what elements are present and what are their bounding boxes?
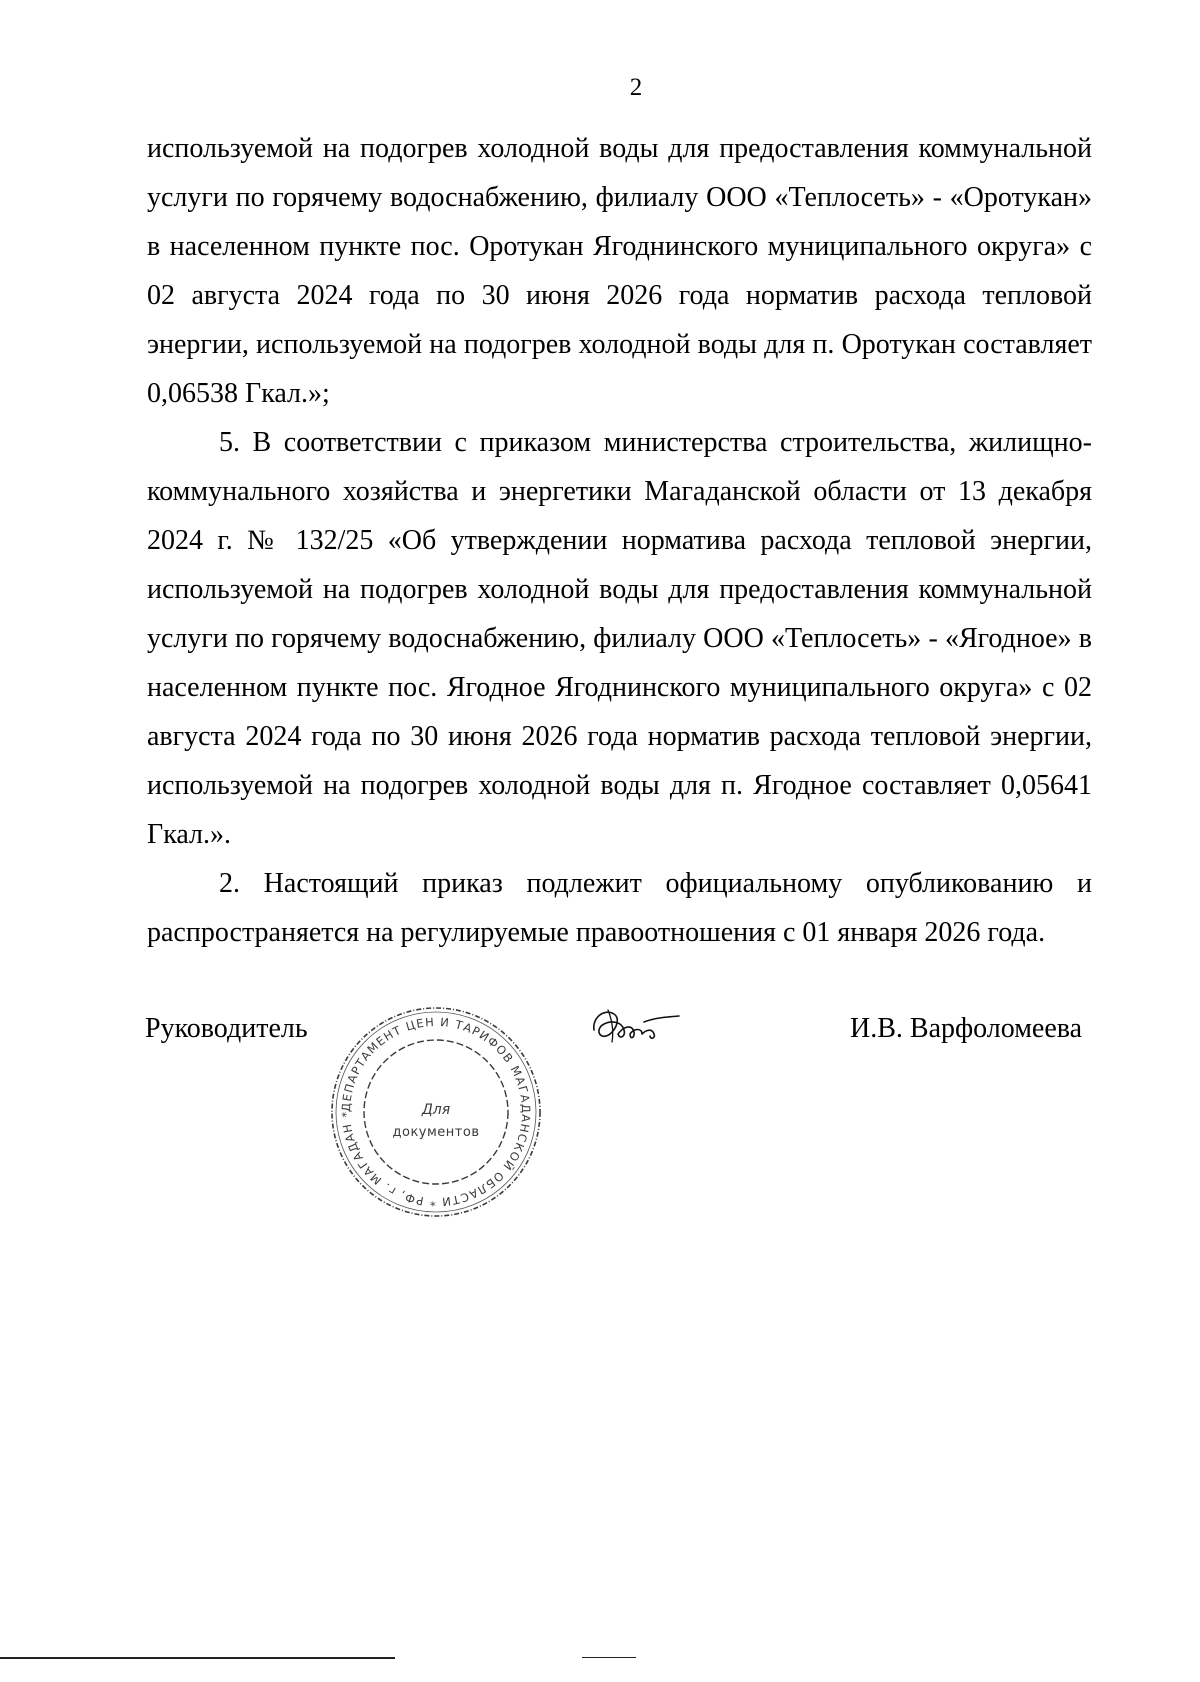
footer-rule-left — [0, 1657, 395, 1659]
handwritten-signature — [584, 1000, 684, 1050]
footer-rule-mark — [582, 1657, 636, 1658]
stamp-center-line-2: документов — [392, 1125, 480, 1140]
stamp-center-line-1: Для — [421, 1102, 451, 1118]
signatory-title: Руководитель — [145, 1013, 308, 1044]
page-number: 2 — [629, 74, 643, 101]
paragraph-item-2-publication: 2. Настоящий приказ подлежит официальному опубликованию и распространяется на регулируемые правоотношения с 01 января 2026 года. — [147, 868, 1092, 948]
document-body — [147, 124, 1092, 957]
paragraph-continuation: используемой на подогрев холодной воды для предоставления коммунальной услуги по горячему водоснабжению, филиалу ООО «Теплосеть» - «Оротукан» в населенном пункте пос. Оротукан Ягоднинского муниципального округа» с 02 августа 2024 года по 30 июня 2026 года норматив расхода тепловой энергии, используемой на подогрев холодной воды для п. Оротукан составляет 0,06538 Гкал.»; — [147, 133, 1092, 409]
stamp-outer-text: ДЕПАРТАМЕНТ ЦЕН И ТАРИФОВ МАГАДАНСКОЙ ОБЛАСТИ * РФ, г. МАГАДАН * — [338, 1014, 534, 1210]
official-stamp — [326, 1002, 546, 1222]
paragraph-item-5: 5. В соответствии с приказом министерства строительства, жилищно-коммунального хозяйства и энергетики Магаданской области от 13 декабря 2024 г. № 132/25 «Об утверждении норматива расхода тепловой энергии, используемой на подогрев холодной воды для предоставления коммунальной услуги по горячему водоснабжению, филиалу ООО «Теплосеть» - «Ягодное» в населенном пункте пос. Ягодное Ягоднинского муниципального округа» с 02 августа 2024 года по 30 июня 2026 года норматив расхода тепловой энергии, используемой на подогрев холодной воды для п. Ягодное составляет 0,05641 Гкал.». — [147, 427, 1092, 850]
signatory-name: И.В. Варфоломеева — [850, 1013, 1083, 1044]
